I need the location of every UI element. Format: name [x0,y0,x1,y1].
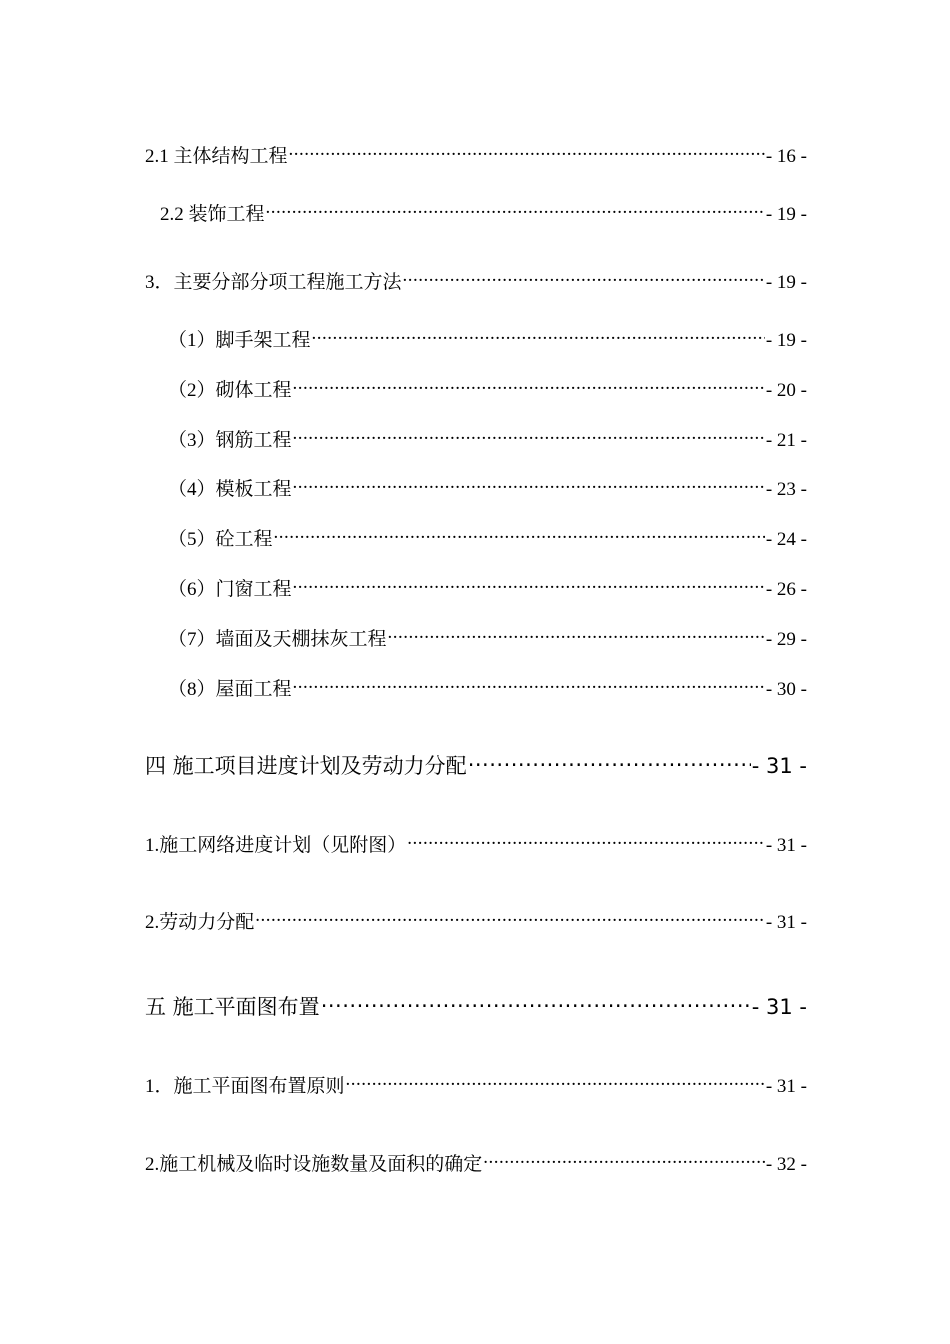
toc-page-number: - 31 - [751,995,807,1020]
toc-page-number: - 23 - [765,478,807,500]
toc-page-number: - 20 - [765,379,807,401]
toc-leader-dots [346,1069,765,1092]
toc-entry[interactable] [168,472,807,502]
toc-entry[interactable] [145,1069,807,1099]
toc-entry-title: （6）门窗工程 [168,578,292,600]
toc-page-number: - 16 - [765,145,807,167]
toc-entry-title: 1.施工网络进度计划（见附图） [145,834,407,856]
toc-page-number: - 26 - [765,578,807,600]
toc-leader-dots [289,139,765,162]
toc-page-number: - 24 - [765,528,807,550]
toc-leader-dots [293,572,765,595]
toc-entry-title: （5）砼工程 [168,528,273,550]
toc-leader-dots [293,472,765,495]
toc-leader-dots [293,373,765,396]
toc-entry-title: （4）模板工程 [168,478,292,500]
toc-entry-title: （8）屋面工程 [168,678,292,700]
toc-chapter-entry[interactable] [145,748,807,780]
toc-entry[interactable] [145,1147,807,1177]
toc-entry-title: （7）墙面及天棚抹灰工程 [168,628,387,650]
toc-page-number: - 19 - [765,203,807,225]
toc-leader-dots [255,905,765,928]
toc-entry-title: （2）砌体工程 [168,379,292,401]
toc-entry-title: 2.施工机械及临时设施数量及面积的确定 [145,1153,483,1175]
toc-page-number: - 32 - [765,1153,807,1175]
toc-entry[interactable] [145,139,807,169]
toc-entry-title: 2.2 装饰工程 [160,203,265,225]
toc-entry-title: 3．主要分部分项工程施工方法 [145,271,402,293]
toc-entry[interactable] [168,572,807,602]
toc-page-number: - 30 - [765,678,807,700]
toc-entry[interactable] [168,672,807,702]
toc-chapter-entry[interactable] [145,989,807,1021]
toc-leader-dots [403,265,765,288]
toc-leader-dots [274,522,765,545]
toc-page-number: - 29 - [765,628,807,650]
toc-leader-dots [312,323,765,346]
toc-page-number: - 19 - [765,329,807,351]
toc-page-number: - 31 - [765,1075,807,1097]
toc-entry-title: （3）钢筋工程 [168,429,292,451]
toc-entry-title: 四 施工项目进度计划及劳动力分配 [145,754,467,779]
toc-entry-title: （1）脚手架工程 [168,329,311,351]
toc-entry[interactable] [160,197,807,227]
toc-entry-title: 1．施工平面图布置原则 [145,1075,345,1097]
toc-entry[interactable] [145,905,807,935]
toc-entry[interactable] [168,522,807,552]
toc-entry[interactable] [168,323,807,353]
toc-leader-dots [483,1147,765,1170]
toc-entry[interactable] [168,622,807,652]
toc-leader-dots [321,989,751,1014]
toc-leader-dots [266,197,765,220]
toc-leader-dots [293,423,765,446]
toc-entry-title: 2.劳动力分配 [145,911,255,933]
toc-leader-dots [468,748,751,773]
toc-page-number: - 31 - [751,754,807,779]
toc-entry-title: 2.1 主体结构工程 [145,145,288,167]
toc-entry[interactable] [145,265,807,295]
toc-entry[interactable] [168,423,807,453]
toc-page-number: - 31 - [765,911,807,933]
toc-entry-title: 五 施工平面图布置 [145,995,320,1020]
toc-page-number: - 21 - [765,429,807,451]
toc-page-number: - 31 - [765,834,807,856]
toc-leader-dots [407,828,765,851]
toc-leader-dots [293,672,765,695]
toc-page-number: - 19 - [765,271,807,293]
toc-entry[interactable] [168,373,807,403]
toc-entry[interactable] [145,828,807,858]
toc-leader-dots [388,622,765,645]
